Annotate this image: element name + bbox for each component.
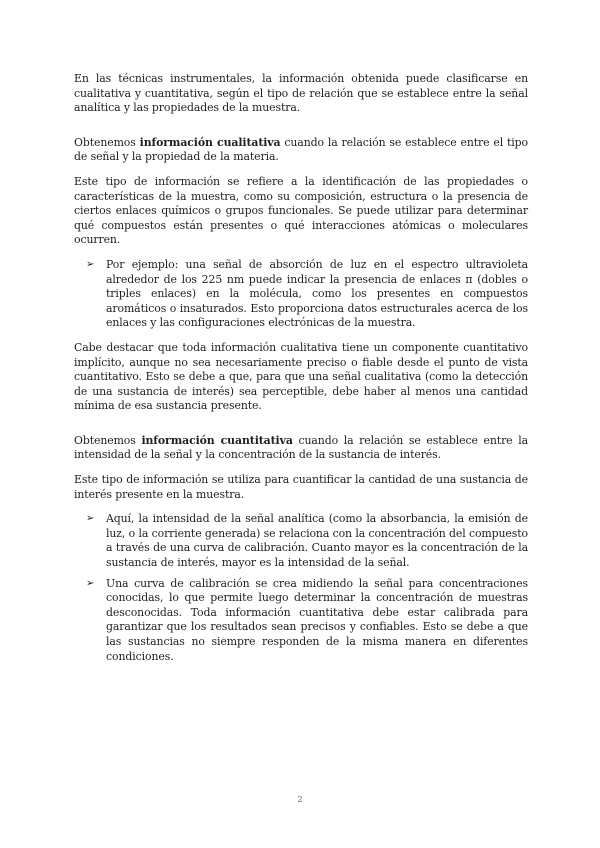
qualitative-definition-paragraph [74,136,528,165]
qualitative-definition-prefix: Obtenemos [74,135,140,149]
quantitative-definition-paragraph [74,434,528,463]
quantitative-definition-suffix: cuando la relación se establece entre la intensidad de la señal y la concentración de la sustancia de interés. [74,433,528,462]
quantitative-list [74,512,528,664]
list-item [74,512,528,570]
qualitative-description-paragraph: Este tipo de información se refiere a la identificación de las propiedades o características de la muestra, como su composición, estructura o la presencia de ciertos enlaces químicos o grupos funcionales. Se puede utilizar para determinar qué compuestos están presentes o qué interacciones atómicas o moleculares ocurren. [74,174,528,247]
list-item [74,258,528,331]
list-item [74,577,528,665]
qualitative-term: información cualitativa [139,135,281,149]
qualitative-note-paragraph: Cabe destacar que toda información cualitativa tiene un componente cuantitativo implícito, aunque no sea necesariamente preciso o fiable desde el punto de vista cuantitativo. Esto se debe a que, para que una señal cualitativa (como la detección de una sustancia de interés) sea perceptible, debe haber al menos una cantidad mínima de esa sustancia presente. [74,340,528,413]
list-item-text: Aquí, la intensidad de la señal analítica (como la absorbancia, la emisión de luz, o la corriente generada) se relaciona con la concentración del compuesto a través de una curva de calibración. Cuanto mayor es la concentración de la sustancia de interés, mayor es la intensidad de la señal. [106,512,528,570]
arrow-bullet-icon: ➢ [86,513,95,525]
quantitative-term: información cuantitativa [141,433,293,447]
list-item-text: Una curva de calibración se crea midiendo la señal para concentraciones conocidas, lo que permite luego determinar la concentración de muestras desconocidas. Toda información cuantitativa debe estar calibrada para garantizar que los resultados sean precisos y confiables. Esto se debe a que las sustancias no siempre responden de la misma manera en diferentes condiciones. [106,576,528,663]
intro-paragraph: En las técnicas instrumentales, la información obtenida puede clasificarse en cualitativa y cuantitativa, según el tipo de relación que se establece entre la señal analítica y las propiedades de la muestra. [74,72,528,115]
page-number: 2 [297,795,303,804]
qualitative-definition-suffix: cuando la relación se establece entre el tipo de señal y la propiedad de la materia. [74,135,528,164]
qualitative-example-list [74,258,528,331]
page-content [74,72,528,674]
arrow-bullet-icon: ➢ [86,258,95,270]
list-item-text: Por ejemplo: una señal de absorción de luz en el espectro ultravioleta alrededor de los 225 nm puede indicar la presencia de enlaces π (dobles o triples enlaces) en la molécula, como los presentes en compuestos aromáticos o insaturados. Esto proporciona datos estructurales acerca de los enlaces y las configuraciones electrónicas de la muestra. [106,257,528,330]
quantitative-definition-prefix: Obtenemos [74,433,142,447]
arrow-bullet-icon: ➢ [86,577,95,589]
quantitative-description-paragraph: Este tipo de información se utiliza para cuantificar la cantidad de una sustancia de interés presente en la muestra. [74,473,528,501]
